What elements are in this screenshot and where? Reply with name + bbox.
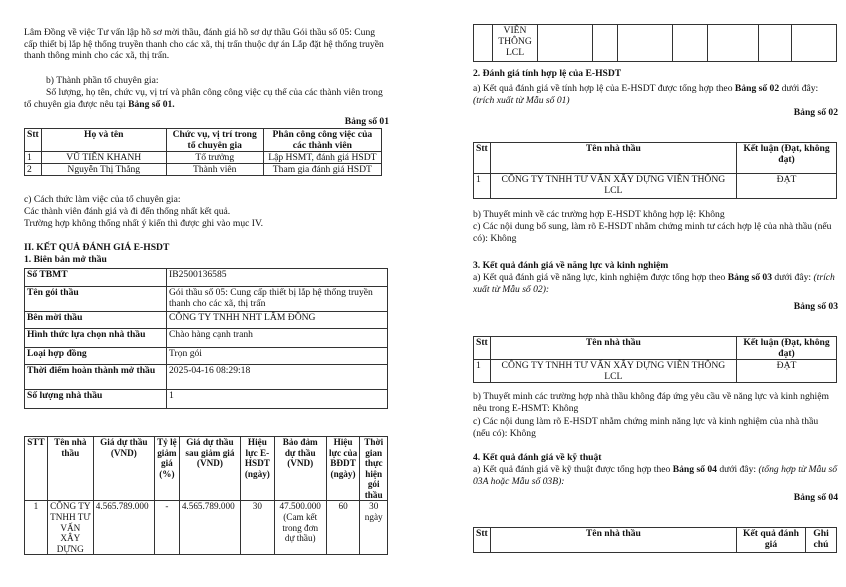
table-row: Thời điểm hoàn thành mở thầu 2025-04-16 08:29:18 (25, 365, 388, 390)
section-2-2-heading: 2. Đánh giá tính hợp lệ của E-HSDT (473, 68, 622, 79)
col-validity: Hiệu lực E-HSDT (ngày) (241, 437, 275, 501)
col-result: Kết luận (Đạt, không đạt) (737, 337, 837, 360)
table01-label: Bảng số 01 (344, 116, 389, 127)
technical-table (473, 527, 837, 553)
col-guarantee: Bảo đảm dự thầu (VND) (274, 437, 326, 501)
col-name: Họ và tên (41, 129, 166, 152)
table-row: Số TBMT IB2500136585 (25, 269, 388, 287)
c-line2: Trường hợp không thống nhất ý kiến thì được ghi vào mục IV. (24, 218, 264, 229)
table-row: Tên gói thầu Gói thầu số 05: Cung cấp thiết bị lắp hệ thống truyền thanh cho các xã, thị trấn (25, 287, 388, 312)
cell: VŨ TIẾN KHANH (41, 152, 166, 164)
section-2-3-heading: 3. Kết quả đánh giá về năng lực và kinh nghiệm (473, 260, 669, 271)
bid-prices-table (24, 436, 388, 555)
s3-a-paragraph: a) Kết quả đánh giá về năng lực, kinh nghiệm được tổng hợp theo Bảng số 03 dưới đây: (trích xuất từ Mẫu số 02): (473, 272, 835, 295)
col-assignment: Phân công công việc của các thành viên (263, 129, 381, 152)
section-2-4-heading: 4. Kết quả đánh giá về kỹ thuật (473, 452, 602, 463)
s3-b: b) Thuyết minh các trường hợp nhà thầu không đáp ứng yêu cầu về năng lực và kinh nghiệm nêu trong E-HSMT: Không (473, 391, 829, 414)
cell: Tổ trưởng (166, 152, 263, 164)
col-bidder: Tên nhà thầu (490, 337, 736, 360)
col-duration: Thời gian thực hiện gói thầu (360, 437, 388, 501)
s2-c: c) Các nội dung bổ sung, làm rõ E-HSDT nhằm chứng minh tư cách hợp lệ của nhà thầu (nếu có): Không (473, 221, 832, 244)
col-result: Kết quả đánh giá (737, 528, 806, 553)
cell: Nguyễn Thị Thắng (41, 164, 166, 176)
b-text: Số lượng, họ tên, chức vụ, vị trí và phân công công việc cụ thể của các thành viên trong tổ chuyên gia được nêu tại Bảng số 01. (24, 87, 383, 110)
table-row (25, 164, 382, 176)
cell: VIỄN THÔNG LCL (493, 25, 538, 62)
col-bidder: Tên nhà thầu (47, 437, 93, 501)
table-row: Hình thức lựa chọn nhà thầu Chào hàng cạnh tranh (25, 329, 388, 348)
col-note: Ghi chú (806, 528, 837, 553)
expert-team-table (24, 128, 382, 176)
validity-table (473, 142, 837, 199)
cell: Lập HSMT, đánh giá HSDT (263, 152, 381, 164)
col-stt: Stt (474, 528, 491, 553)
cell: 1 (25, 152, 42, 164)
col-stt: Stt (474, 337, 491, 360)
bid-opening-info-table (24, 268, 388, 409)
col-stt: Stt (25, 129, 42, 152)
cell: Tham gia đánh giá HSDT (263, 164, 381, 176)
table-row: 1 CÔNG TY TNHH TƯ VẤN XÂY DỰNG 4.565.789.000 - 4.565.789.000 30 47.500.000 (Cam kết trong đơn dự thầu) 60 30 ngày (25, 501, 388, 555)
col-result: Kết luận (Đạt, không đạt) (737, 143, 837, 174)
col-discount: Tỷ lệ giảm giá (%) (154, 437, 179, 501)
intro-paragraph: Lâm Đồng về việc Tư vấn lập hồ sơ mời thầu, đánh giá hồ sơ dự thầu Gói thầu số 05: Cung cấp thiết bị lắp hệ thống truyền thanh cho các xã, thị trấn thuộc dự án Lắp đặt hệ thống truyền thanh thông minh cho các xã, thị trấn. (24, 27, 384, 61)
c-line1: Các thành viên đánh giá và đi đến thống nhất kết quả. (24, 206, 231, 217)
b-heading: b) Thành phần tổ chuyên gia: (46, 75, 159, 86)
capacity-table (473, 336, 837, 383)
table03-label: Bảng số 03 (793, 301, 838, 312)
continued-table-fragment (473, 24, 837, 62)
cell: Thành viên (166, 164, 263, 176)
s3-c: c) Các nội dung làm rõ E-HSDT nhằm chứng minh năng lực và kinh nghiệm của nhà thầu (nếu có): Không (473, 416, 819, 439)
col-bidder: Tên nhà thầu (490, 528, 736, 553)
c-heading: c) Cách thức làm việc của tổ chuyên gia: (24, 194, 181, 205)
s4-a-paragraph: a) Kết quả đánh giá về kỹ thuật được tổng hợp theo Bảng số 04 dưới đây: (tổng hợp từ Mẫu số 03A hoặc Mẫu số 03B): (473, 464, 838, 487)
table-row: 1 CÔNG TY TNHH TƯ VẤN XÂY DỰNG VIỄN THÔNG LCL ĐẠT (474, 360, 837, 383)
s2-a-paragraph: a) Kết quả đánh giá về tính hợp lệ của E-HSDT được tổng hợp theo Bảng số 02 dưới đây: (trích xuất từ Mẫu số 01) (473, 83, 819, 106)
col-position: Chức vụ, vị trí trong tổ chuyên gia (166, 129, 263, 152)
table-row: Số lượng nhà thầu 1 (25, 390, 388, 409)
col-bidder: Tên nhà thầu (490, 143, 736, 174)
col-price: Giá dự thầu (VND) (93, 437, 154, 501)
col-guarantee-validity: Hiệu lực của BĐDT (ngày) (326, 437, 360, 501)
table-row (25, 152, 382, 164)
table-row: Bên mời thầu CÔNG TY TNHH NHT LÂM ĐỒNG (25, 312, 388, 329)
table02-label: Bảng số 02 (793, 107, 838, 118)
section-2-1-heading: 1. Biên bản mở thầu (24, 254, 107, 265)
table-row: 1 CÔNG TY TNHH TƯ VẤN XÂY DỰNG VIỄN THÔNG LCL ĐẠT (474, 174, 837, 199)
col-stt: Stt (474, 143, 491, 174)
col-price-after: Giá dự thầu sau giảm giá (VND) (179, 437, 240, 501)
cell: 2 (25, 164, 42, 176)
s2-b: b) Thuyết minh về các trường hợp E-HSDT không hợp lệ: Không (473, 209, 725, 220)
section-2-heading: II. KẾT QUẢ ĐÁNH GIÁ E-HSDT (24, 242, 170, 253)
col-stt: STT (25, 437, 48, 501)
table-row: Loại hợp đồng Trọn gói (25, 348, 388, 365)
table04-label: Bảng số 04 (793, 492, 838, 503)
